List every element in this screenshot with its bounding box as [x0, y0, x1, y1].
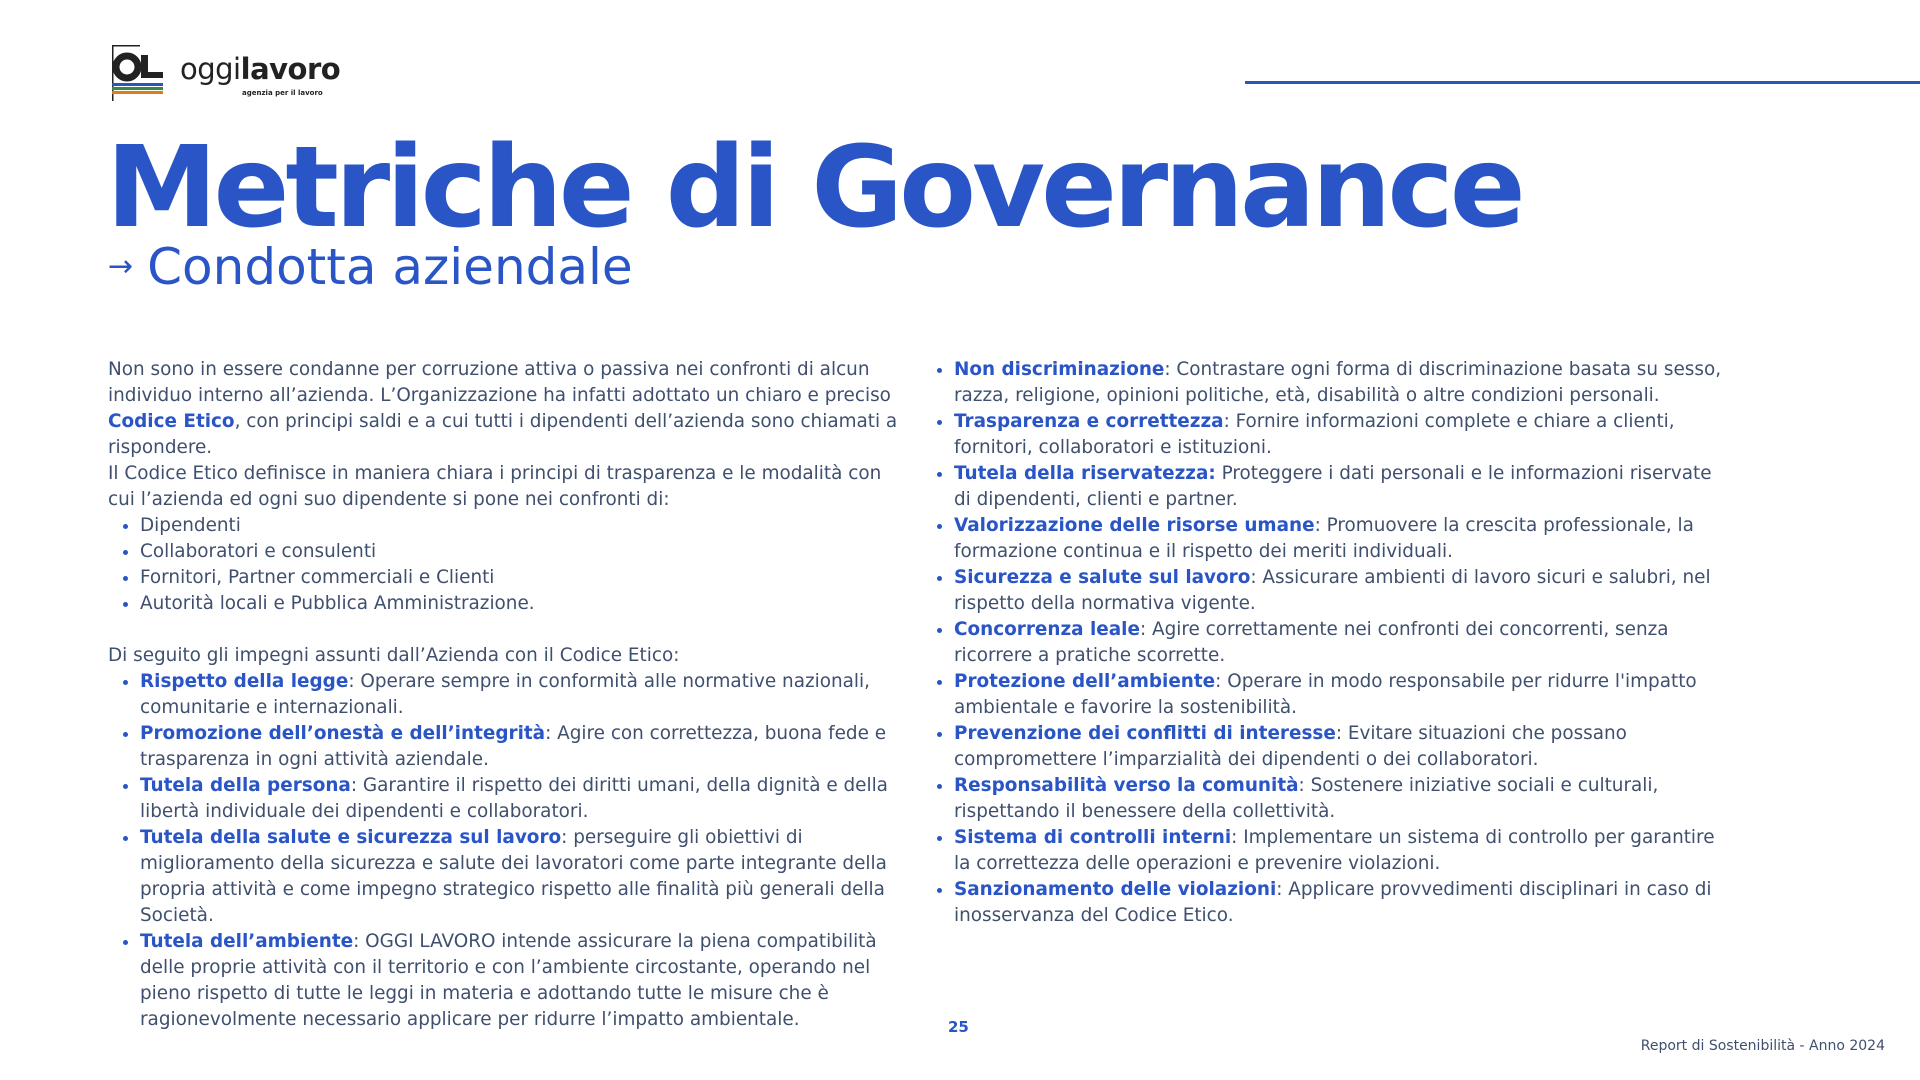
- commitment-term: Protezione dell’ambiente: [954, 671, 1216, 692]
- commitment-term: Non discriminazione: [954, 359, 1165, 380]
- commitment-term: Tutela della persona: [140, 775, 351, 796]
- page-number: 25: [948, 1018, 969, 1036]
- subtitle-text: Condotta aziendale: [147, 238, 633, 296]
- commitment-term: Sistema di controlli interni: [954, 827, 1232, 848]
- commitment-term: Responsabilità verso la comunità: [954, 775, 1299, 796]
- commitment-term: Tutela della salute e sicurezza sul lavoro: [140, 827, 562, 848]
- list-item: • Non discriminazione: Contrastare ogni forma di discriminazione basata su sesso, razza, religione, opinioni politiche, età, disabilità o altre condizioni personali.: [954, 357, 1722, 409]
- list-item: • Collaboratori e consulenti: [140, 539, 908, 565]
- commitment-term: Prevenzione dei conflitti di interesse: [954, 723, 1336, 744]
- list-item: • Prevenzione dei conflitti di interesse: Evitare situazioni che possano compromettere l’imparzialità dei dipendenti o dei collaboratori.: [954, 721, 1722, 773]
- logo-name-light: oggi: [180, 52, 241, 86]
- oggilavoro-logo-icon: [110, 45, 172, 101]
- commitment-term: Sanzionamento delle violazioni: [954, 879, 1277, 900]
- page-subtitle: [108, 238, 633, 296]
- commitment-term: Tutela dell’ambiente: [140, 931, 354, 952]
- list-item: • Dipendenti: [140, 513, 908, 539]
- right-column: [922, 357, 1722, 929]
- list-item: • Responsabilità verso la comunità: Sostenere iniziative sociali e culturali, rispettando il benessere della collettività.: [954, 773, 1722, 825]
- logo-wordmark: [180, 52, 341, 97]
- spacer: [108, 617, 908, 643]
- left-column: [108, 357, 908, 1033]
- code-description-paragraph: Il Codice Etico definisce in maniera chiara i principi di trasparenza e le modalità con cui l’azienda ed ogni suo dipendente si pone nei confronti di:: [108, 463, 882, 510]
- list-item: • Fornitori, Partner commerciali e Clienti: [140, 565, 908, 591]
- list-item: • Rispetto della legge: Operare sempre in conformità alle normative nazionali, comunitarie e internazionali.: [140, 669, 908, 721]
- list-item: • Protezione dell’ambiente: Operare in modo responsabile per ridurre l'impatto ambientale e favorire la sostenibilità.: [954, 669, 1722, 721]
- codice-etico-term: Codice Etico: [108, 411, 235, 432]
- commitment-term: Trasparenza e correttezza: [954, 411, 1224, 432]
- header-rule: [1245, 81, 1920, 84]
- commitment-term: Rispetto della legge: [140, 671, 349, 692]
- intro-paragraph: Non sono in essere condanne per corruzione attiva o passiva nei confronti di alcun individuo interno all’azienda. L’Organizzazione ha infatti adottato un chiaro e preciso Codice Etico, con principi saldi e a cui tutti i dipendenti dell’azienda sono chiamati a rispondere.: [108, 359, 898, 458]
- list-item: • Concorrenza leale: Agire correttamente nei confronti dei concorrenti, senza ricorrere a pratiche scorrette.: [954, 617, 1722, 669]
- page-title: Metriche di Governance: [106, 123, 1522, 253]
- list-item: • Tutela della riservatezza: Proteggere i dati personali e le informazioni riservate di dipendenti, clienti e partner.: [954, 461, 1722, 513]
- arrow-right-icon: →: [108, 249, 134, 284]
- list-item: • Tutela della persona: Garantire il rispetto dei diritti umani, della dignità e della libertà individuale dei dipendenti e collaboratori.: [140, 773, 908, 825]
- logo-name-bold: lavoro: [240, 52, 341, 86]
- commitment-term: Concorrenza leale: [954, 619, 1140, 640]
- commitment-list-left: [108, 669, 908, 1033]
- logo-tagline: agenzia per il lavoro: [242, 89, 323, 97]
- commitment-list-right: [922, 357, 1722, 929]
- commitment-term: Sicurezza e salute sul lavoro: [954, 567, 1251, 588]
- list-item: • Valorizzazione delle risorse umane: Promuovere la crescita professionale, la formazione continua e il rispetto dei meriti individuali.: [954, 513, 1722, 565]
- commitment-term: Tutela della riservatezza:: [954, 463, 1216, 484]
- list-item: • Tutela della salute e sicurezza sul lavoro: perseguire gli obiettivi di miglioramento della sicurezza e salute dei lavoratori come parte integrante della propria attività e come impegno strategico rispetto alle finalità più generali della Società.: [140, 825, 908, 929]
- commitment-term: Promozione dell’onestà e dell’integrità: [140, 723, 546, 744]
- list-item: • Sanzionamento delle violazioni: Applicare provvedimenti disciplinari in caso di inosservanza del Codice Etico.: [954, 877, 1722, 929]
- commitments-intro: Di seguito gli impegni assunti dall’Azienda con il Codice Etico:: [108, 645, 680, 666]
- report-footer: Report di Sostenibilità - Anno 2024: [1640, 1038, 1885, 1054]
- list-item: • Autorità locali e Pubblica Amministrazione.: [140, 591, 908, 617]
- list-item: • Tutela dell’ambiente: OGGI LAVORO intende assicurare la piena compatibilità delle proprie attività con il territorio e con l’ambiente circostante, operando nel pieno rispetto di tutte le leggi in materia e adottando tutte le misure che è ragionevolmente necessario applicare per ridurre l’impatto ambientale.: [140, 929, 908, 1033]
- list-item: • Promozione dell’onestà e dell’integrità: Agire con correttezza, buona fede e trasparenza in ogni attività aziendale.: [140, 721, 908, 773]
- commitment-term: Valorizzazione delle risorse umane: [954, 515, 1315, 536]
- stakeholder-list: [108, 513, 908, 617]
- list-item: • Sistema di controlli interni: Implementare un sistema di controllo per garantire la correttezza delle operazioni e prevenire violazioni.: [954, 825, 1722, 877]
- list-item: • Sicurezza e salute sul lavoro: Assicurare ambienti di lavoro sicuri e salubri, nel rispetto della normativa vigente.: [954, 565, 1722, 617]
- list-item: • Trasparenza e correttezza: Fornire informazioni complete e chiare a clienti, fornitori, collaboratori e istituzioni.: [954, 409, 1722, 461]
